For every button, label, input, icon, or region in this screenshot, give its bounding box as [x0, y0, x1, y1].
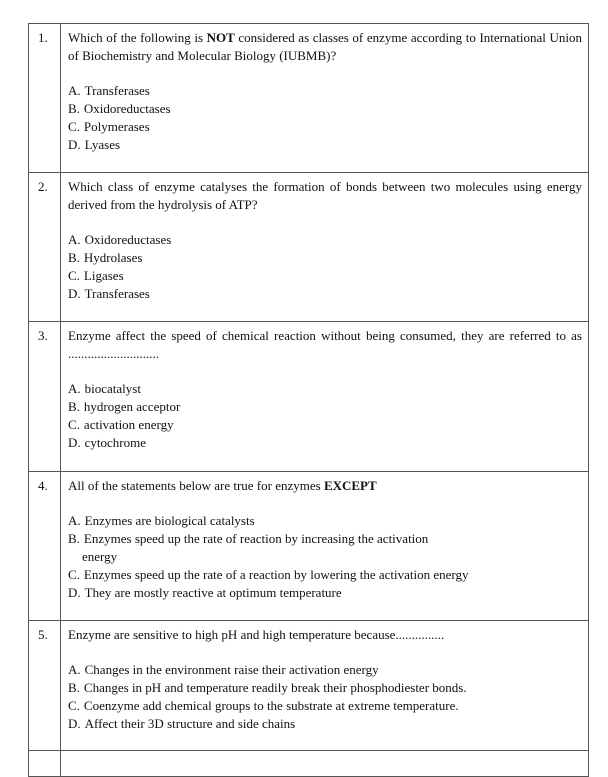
option-item[interactable]: C. Polymerases	[68, 119, 150, 134]
option-item[interactable]: C. Coenzyme add chemical groups to the substrate at extreme temperature.	[68, 698, 459, 713]
option-item[interactable]: A. Changes in the environment raise their activation energy	[68, 662, 379, 677]
question-stem: Which of the following is NOT considered as classes of enzyme according to International Union of Biochemistry and Molecular Biology (IUBMB)?	[68, 30, 582, 63]
option-item[interactable]: D. Lyases	[68, 137, 121, 152]
option-list	[68, 231, 582, 303]
question-number: 2.	[38, 179, 48, 194]
question-number-cell	[29, 24, 61, 173]
option-list	[68, 512, 582, 602]
option-item[interactable]: A. biocatalyst	[68, 381, 141, 396]
question-number-cell	[29, 472, 61, 621]
option-item[interactable]: B. Enzymes speed up the rate of reaction by increasing the activation energy	[68, 531, 429, 564]
option-list	[68, 380, 582, 452]
question-number: 4.	[38, 478, 48, 493]
question-row	[29, 621, 589, 751]
question-number: 5.	[38, 627, 48, 642]
question-row	[29, 472, 589, 621]
option-item[interactable]: B. Changes in pH and temperature readily break their phosphodiester bonds.	[68, 680, 467, 695]
option-item[interactable]: D. Affect their 3D structure and side chains	[68, 716, 296, 731]
question-row	[29, 173, 589, 322]
option-item[interactable]: D. cytochrome	[68, 435, 147, 450]
question-table	[28, 23, 589, 777]
question-row	[29, 322, 589, 472]
question-body-cell	[61, 322, 589, 472]
option-item[interactable]: A. Oxidoreductases	[68, 232, 172, 247]
emphasis-except: EXCEPT	[323, 478, 377, 493]
option-item[interactable]: C. Ligases	[68, 268, 124, 283]
question-body-cell	[61, 24, 589, 173]
option-item[interactable]: A. Transferases	[68, 83, 150, 98]
option-item[interactable]: D. Transferases	[68, 286, 150, 301]
question-stem: Which class of enzyme catalyses the formation of bonds between two molecules using energy derived from the hydrolysis of ATP?	[68, 179, 582, 212]
question-row	[29, 24, 589, 173]
question-number-cell	[29, 751, 61, 777]
question-body-cell	[61, 751, 589, 777]
question-number-cell	[29, 621, 61, 751]
question-stem: Enzyme affect the speed of chemical reaction without being consumed, they are referred to as ............................	[68, 328, 582, 361]
option-item[interactable]: B. Hydrolases	[68, 250, 143, 265]
question-stem: All of the statements below are true for enzymes EXCEPT	[68, 478, 377, 493]
option-item[interactable]: B. Oxidoreductases	[68, 101, 171, 116]
option-item[interactable]: D. They are mostly reactive at optimum temperature	[68, 585, 342, 600]
question-body-cell	[61, 621, 589, 751]
question-body-cell	[61, 173, 589, 322]
option-item[interactable]: C. activation energy	[68, 417, 174, 432]
emphasis-not: NOT	[206, 30, 235, 45]
question-row-cutoff	[29, 751, 589, 777]
option-list	[68, 82, 582, 154]
question-number-cell	[29, 322, 61, 472]
question-number: 1.	[38, 30, 48, 45]
question-number: 3.	[38, 328, 48, 343]
question-stem: Enzyme are sensitive to high pH and high temperature because...............	[68, 627, 445, 642]
option-item[interactable]: B. hydrogen acceptor	[68, 399, 181, 414]
option-item[interactable]: A. Enzymes are biological catalysts	[68, 513, 255, 528]
question-body-cell	[61, 472, 589, 621]
option-list	[68, 661, 582, 733]
question-number-cell	[29, 173, 61, 322]
option-item[interactable]: C. Enzymes speed up the rate of a reaction by lowering the activation energy	[68, 567, 469, 582]
